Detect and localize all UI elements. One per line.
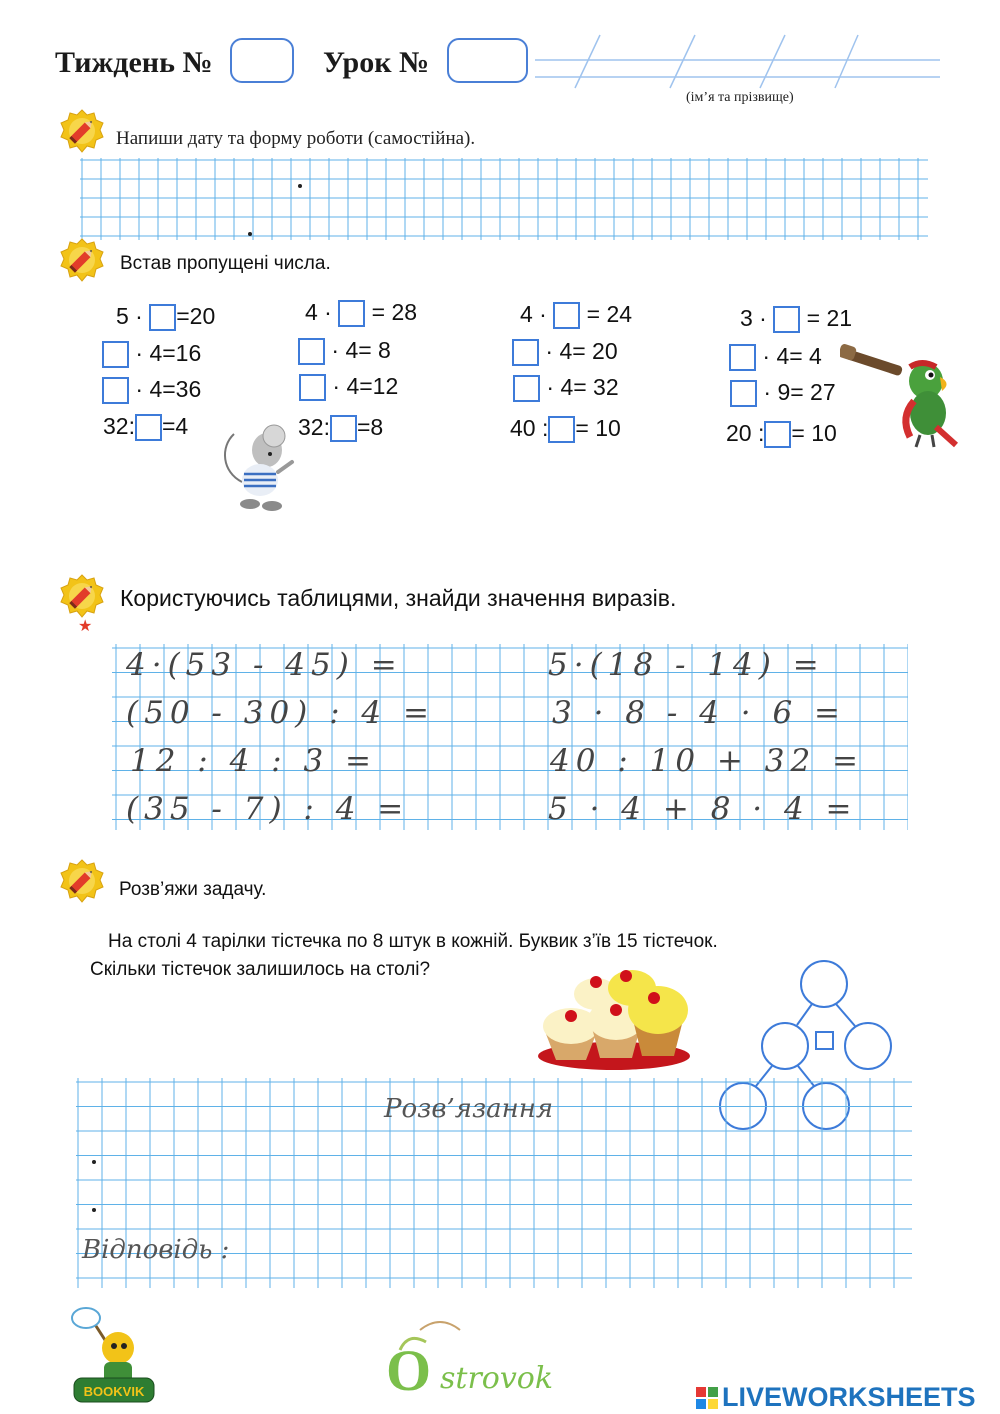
equation-row: 3 · = 21 xyxy=(740,305,852,333)
task1-instruction: Напиши дату та форму роботи (самостійна). xyxy=(116,128,476,149)
equation-row: · 9= 27 xyxy=(730,379,836,407)
task4-instruction: Розв’яжи задачу. xyxy=(119,879,267,900)
pencil-badge-icon xyxy=(59,573,105,619)
bookvik-logo xyxy=(62,1300,162,1408)
expression-left: (50 - 30) : 4 = xyxy=(126,695,435,731)
equation-row: 20 : = 10 xyxy=(726,420,837,448)
equation-row: 5 · =20 xyxy=(116,303,215,331)
mouse-illustration xyxy=(212,422,304,514)
answer-box[interactable] xyxy=(764,421,791,448)
lesson-label: Урок № xyxy=(323,46,430,79)
answer-box[interactable] xyxy=(149,304,176,331)
answer-box[interactable] xyxy=(102,377,129,404)
problem-line-1: На столі 4 тарілки тістечка по 8 штук в кожній. Буквик з’їв 15 тістечок. xyxy=(108,931,718,952)
answer-box[interactable] xyxy=(338,300,365,327)
pencil-badge-icon xyxy=(59,237,105,283)
task1-grid[interactable] xyxy=(80,158,928,240)
equation-row: · 4=16 xyxy=(102,340,201,368)
bookvik-wordmark: BOOKVIK xyxy=(83,1384,145,1399)
equation-row: · 4= 20 xyxy=(512,338,618,366)
answer-label: Відповідь : xyxy=(82,1235,230,1265)
equation-row: · 4=12 xyxy=(299,373,398,401)
ostrovok-logo xyxy=(380,1310,602,1404)
answer-box[interactable] xyxy=(730,380,757,407)
equation-row: · 4= 32 xyxy=(513,374,619,402)
equation-row: 4 · = 24 xyxy=(520,301,632,329)
lesson-number-box[interactable] xyxy=(447,38,528,83)
solution-label: Розв’язання xyxy=(384,1094,554,1124)
equation-row: 32: =8 xyxy=(298,414,383,442)
expression-left: 12 : 4 : 3 = xyxy=(130,743,378,779)
answer-box[interactable] xyxy=(135,414,162,441)
equation-row: 4 · = 28 xyxy=(305,299,417,327)
expression-right: 3 · 8 - 4 · 6 = xyxy=(552,695,847,731)
expression-left: 4·(53 - 45) = xyxy=(126,647,403,683)
week-label: Тиждень № xyxy=(55,46,213,79)
task2-instruction: Встав пропущені числа. xyxy=(120,253,331,274)
answer-box[interactable] xyxy=(553,302,580,329)
equation-row: 40 : = 10 xyxy=(510,415,621,443)
answer-box[interactable] xyxy=(548,416,575,443)
equation-row: · 4= 4 xyxy=(729,343,822,371)
name-writing-lines[interactable] xyxy=(530,30,942,90)
answer-box[interactable] xyxy=(102,341,129,368)
answer-box[interactable] xyxy=(298,338,325,365)
answer-box[interactable] xyxy=(330,415,357,442)
answer-box[interactable] xyxy=(512,339,539,366)
task3-instruction: Користуючись таблицями, знайди значення виразів. xyxy=(120,585,677,611)
expression-left: (35 - 7) : 4 = xyxy=(126,791,410,827)
cupcakes-illustration xyxy=(536,964,692,1074)
parrot-illustration xyxy=(840,337,964,453)
answer-box[interactable] xyxy=(729,344,756,371)
answer-box[interactable] xyxy=(513,375,540,402)
equation-row: 32: =4 xyxy=(103,413,188,441)
pencil-badge-icon xyxy=(59,108,105,154)
liveworksheets-wordmark: LIVEWORKSHEETS xyxy=(722,1382,976,1412)
ostrovok-initial: O xyxy=(386,1338,432,1403)
answer-box[interactable] xyxy=(299,374,326,401)
equation-row: · 4=36 xyxy=(102,376,201,404)
equation-row: · 4= 8 xyxy=(298,337,391,365)
name-caption: (ім’я та прізвище) xyxy=(686,90,794,105)
pencil-badge-icon xyxy=(59,858,105,904)
problem-line-2: Скільки тістечок залишилось на столі? xyxy=(90,959,431,980)
liveworksheets-logo xyxy=(696,1382,976,1413)
expression-right: 5 · 4 + 8 · 4 = xyxy=(548,791,858,827)
expression-right: 5·(18 - 14) = xyxy=(548,647,825,683)
expression-right: 40 : 10 + 32 = xyxy=(550,743,865,779)
week-number-box[interactable] xyxy=(230,38,294,83)
star-icon: ★ xyxy=(78,618,93,635)
answer-box[interactable] xyxy=(773,306,800,333)
ostrovok-wordmark: strovok xyxy=(440,1361,554,1396)
